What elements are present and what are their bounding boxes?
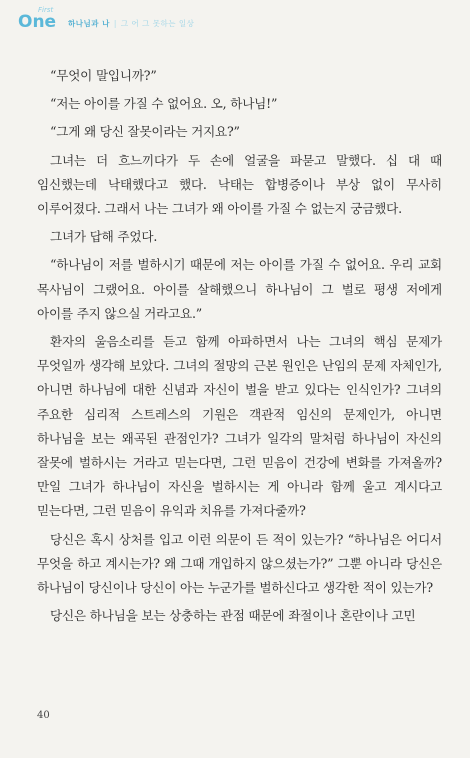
paragraph: 그녀가 답해 주었다.: [50, 229, 158, 245]
paragraph: “무엇이 말입니까?”: [50, 68, 157, 83]
running-head-subtitle: 그 어 그 못하는 일상: [120, 19, 195, 28]
paragraph: “하나님이 저를 벌하시기 때문에 저는 아이를 가질 수 없어요. 우리 교회 목사님이 그랬어요. 아이를 살해했으니 하나님이 그 벌로 평생 저에게 아이를 주지 않으실 거라고요.”: [37, 257, 442, 321]
logo-main-text: One: [18, 12, 57, 32]
paragraph: 당신은 하나님을 보는 상충하는 관점 때문에 좌절이나 혼란이나 고민: [50, 608, 416, 624]
paragraph: “저는 아이를 가질 수 없어요. 오, 하나님!”: [50, 96, 278, 112]
page-header: [18, 6, 458, 36]
body-text: [37, 64, 442, 628]
page-number: 40: [37, 710, 50, 721]
paragraph: 환자의 울음소리를 듣고 함께 아파하면서 나는 그녀의 핵심 문제가 무엇일까 생각해 보았다. 그녀의 절망의 근본 원인은 난임의 문제 자체인가, 아니면 하나님에 대한 신념과 자신이 벌을 받고 있다는 인식인가? 그녀의 주요한 심리적 스트레스의 기원은 객관적 임신의 문제인가, 아니면 하나님을 보는 왜곡된 관점인가? 그녀가 일각의 말처럼 하나님이 자신의 잘못에 벌하시는 거라고 믿는다면, 그런 믿음이 건강에 변화를 가져올까? 만일 그녀가 하나님이 자신을 벌하시는 게 아니라 함께 울고 계시다고 믿는다면, 그런 믿음이 유익과 치유를 가져다줄까?: [37, 334, 442, 519]
paragraph: 당신은 혹시 상처를 입고 이런 의문이 든 적이 있는가? “하나님은 어디서 무엇을 하고 계시는가? 왜 그때 개입하지 않으셨는가?” 그뿐 아니라 당신은 하나님이 당신이나 당신이 아는 누군가를 벌하신다고 생각한 적이 있는가?: [37, 531, 442, 596]
paragraph: “그게 왜 당신 잘못이라는 거지요?”: [50, 124, 240, 140]
running-head-separator: |: [113, 19, 117, 28]
running-head: [68, 18, 194, 29]
paragraph: 그녀는 더 흐느끼다가 두 손에 얼굴을 파묻고 말했다. 십 대 때 임신했는데 낙태했다고 했다. 낙태는 합병증이나 부상 없이 무사히 이루어졌다. 그래서 나는 그녀가 왜 아이를 가질 수 없는지 궁금했다.: [37, 152, 442, 217]
running-head-title: 하나님과 나: [68, 19, 110, 28]
logo-top-text: First: [38, 6, 54, 14]
